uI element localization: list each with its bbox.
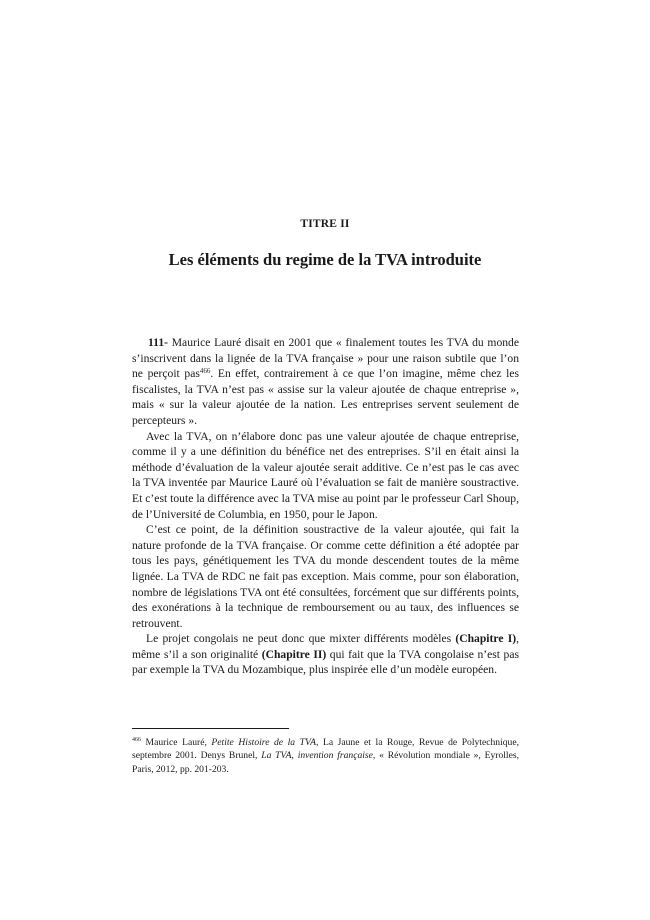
- paragraph-text: qui fait que la TVA congolaise n’est pas par exemple la TVA du Mozambique, plus inspirée elle d’un modèle européen.: [132, 647, 519, 677]
- paragraph: Avec la TVA, on n’élabore donc pas une valeur ajoutée de chaque entreprise, comme il y a une définition du bénéfice net des entreprises. S’il en était ainsi la méthode d’évaluation de la valeur ajoutée serait additive. Ce n’est pas le cas avec la TVA inventée par Maurice Lauré où l’évaluation se fait de manière soustractive. Et c’est toute la différence avec la TVA mise au point par le professeur Carl Shoup, de l’Université de Columbia, en 1950, pour le Japon.: [132, 429, 519, 521]
- paragraph-text: Le projet congolais ne peut donc que mixter différents modèles: [146, 632, 456, 646]
- footnote-text: , La Jaune et la Rouge, Revue de Polytechnique, septembre 2001. Denys Brunel,: [132, 737, 519, 762]
- body-text: [132, 335, 519, 678]
- footnote-text: , « Révolution mondiale », Eyrolles, Paris, 2012, pp. 201-203.: [132, 750, 519, 775]
- paragraph-text: Maurice Lauré disait en 2001 que « finalement toutes les TVA du monde s’inscrivent dans la lignée de la TVA française » pour une raison subtile que l’on ne perçoit pas: [132, 336, 519, 381]
- footnote-divider: [132, 728, 289, 729]
- paragraph-111: [132, 335, 519, 429]
- footnote-number: 466: [132, 737, 141, 743]
- paragraph-text: . En effet, contrairement à ce que l’on imagine, même chez les fiscalistes, la TVA n’est pas « assise sur la valeur ajoutée de chaque entreprise », mais « sur la valeur ajoutée de la nation. Les entreprises servent seulement de percepteurs ».: [132, 367, 520, 427]
- paragraph-number: 111-: [148, 336, 168, 349]
- footnote-book-title: La TVA, invention française: [261, 750, 373, 762]
- footnote: [132, 736, 519, 776]
- footnote-book-title: Petite Histoire de la TVA: [211, 737, 316, 748]
- chapter-reference: (Chapitre I): [455, 632, 517, 646]
- section-label: TITRE II: [300, 218, 350, 230]
- paragraph-text: , même s’il a son originalité: [132, 632, 519, 661]
- paragraph: [132, 631, 519, 678]
- paragraph: C’est ce point, de la définition soustractive de la valeur ajoutée, qui fait la nature profonde de la TVA française. Or comme cette définition a été adoptée par tous les pays, génétiquement les TVA du monde descendent toutes de la même lignée. La TVA de RDC ne fait pas exception. Mais comme, pour son élaboration, nombre de législations TVA ont été consultées, forcément que sur différents points, des exonérations à la technique de remboursement ou au taux, des influences se retrouvent.: [132, 523, 519, 630]
- chapter-reference: (Chapitre II): [261, 647, 327, 661]
- footnote-text: Maurice Lauré,: [141, 737, 212, 748]
- footnote-reference[interactable]: 466: [199, 367, 211, 376]
- section-heading: Les éléments du regime de la TVA introduite: [168, 250, 482, 269]
